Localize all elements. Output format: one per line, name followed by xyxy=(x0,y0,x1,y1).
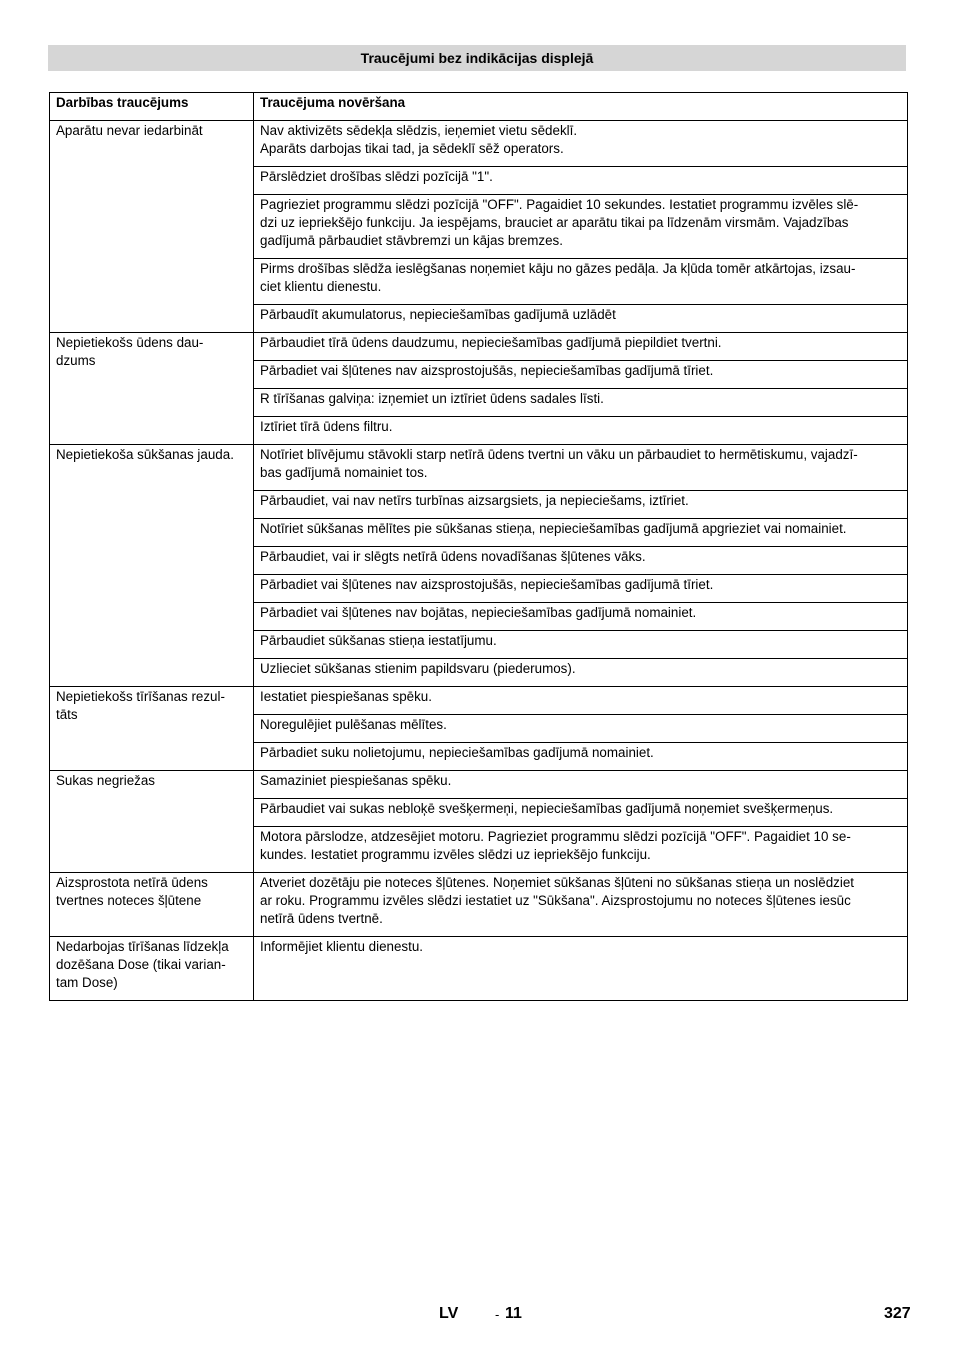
section-title: Traucējumi bez indikācijas displejā xyxy=(48,45,906,71)
column-header-remedy: Traucējuma novēršana xyxy=(254,93,908,121)
remedy-cell: Pārbaudiet, vai ir slēgts netīrā ūdens novadīšanas šļūtenes vāks. xyxy=(254,547,908,575)
fault-cell: Nepietiekoša sūkšanas jauda. xyxy=(50,445,254,687)
remedy-cell: Motora pārslodze, atdzesējiet motoru. Pagrieziet programmu slēdzi pozīcijā "OFF". Pagaidiet 10 se- kundes. Iestatiet programmu izvēles slēdzi uz iepriekšējo funkciju. xyxy=(254,827,908,873)
remedy-cell: Pārbaudiet, vai nav netīrs turbīnas aizsargsiets, ja nepieciešams, iztīriet. xyxy=(254,491,908,519)
footer-language: LV xyxy=(439,1305,459,1322)
remedy-cell: Uzlieciet sūkšanas stienim papildsvaru (piederumos). xyxy=(254,659,908,687)
footer-section-page: 11 xyxy=(505,1305,522,1322)
fault-cell: Aizsprostota netīrā ūdens tvertnes noteces šļūtene xyxy=(50,873,254,937)
troubleshooting-table xyxy=(49,92,908,1001)
table-row xyxy=(50,445,908,491)
remedy-cell: Notīriet sūkšanas mēlītes pie sūkšanas stieņa, nepieciešamības gadījumā apgrieziet vai nomainiet. xyxy=(254,519,908,547)
remedy-cell: Iestatiet piespiešanas spēku. xyxy=(254,687,908,715)
remedy-cell: Pārbaudiet tīrā ūdens daudzumu, nepieciešamības gadījumā piepildiet tvertni. xyxy=(254,333,908,361)
remedy-cell: Samaziniet piespiešanas spēku. xyxy=(254,771,908,799)
table-row xyxy=(50,687,908,715)
remedy-cell: Pagrieziet programmu slēdzi pozīcijā "OFF". Pagaidiet 10 sekundes. Iestatiet programmu izvēles slē- dzi uz iepriekšējo funkciju. Ja iespējams, brauciet ar aparātu tikai pa līdzenām virsmām. Vajadzības gadījumā pārbaudiet stāvbremzi un kājas bremzes. xyxy=(254,195,908,259)
fault-cell: Nepietiekošs tīrīšanas rezul- tāts xyxy=(50,687,254,771)
table-row xyxy=(50,937,908,1001)
footer-page-number: 327 xyxy=(884,1305,911,1322)
remedy-cell: Pārbadiet vai šļūtenes nav bojātas, nepieciešamības gadījumā nomainiet. xyxy=(254,603,908,631)
table-row xyxy=(50,771,908,799)
remedy-cell: Pārbaudiet sūkšanas stieņa iestatījumu. xyxy=(254,631,908,659)
table-body xyxy=(50,121,908,1001)
remedy-cell: Notīriet blīvējumu stāvokli starp netīrā ūdens tvertni un vāku un pārbaudiet to hermētiskumu, vajadzī- bas gadījumā nomainiet tos. xyxy=(254,445,908,491)
fault-cell: Sukas negriežas xyxy=(50,771,254,873)
remedy-cell: Pārslēdziet drošības slēdzi pozīcijā "1". xyxy=(254,167,908,195)
column-header-fault: Darbības traucējums xyxy=(50,93,254,121)
remedy-cell: Pārbaudīt akumulatorus, nepieciešamības gadījumā uzlādēt xyxy=(254,305,908,333)
remedy-cell: Informējiet klientu dienestu. xyxy=(254,937,908,1001)
remedy-cell: Pārbaudiet vai sukas nebloķē svešķermeņi, nepieciešamības gadījumā noņemiet svešķermeņus. xyxy=(254,799,908,827)
fault-cell: Nedarbojas tīrīšanas līdzekļa dozēšana Dose (tikai varian- tam Dose) xyxy=(50,937,254,1001)
remedy-cell: Pārbadiet vai šļūtenes nav aizsprostojušās, nepieciešamības gadījumā tīriet. xyxy=(254,361,908,389)
remedy-cell: Iztīriet tīrā ūdens filtru. xyxy=(254,417,908,445)
table-header-row xyxy=(50,93,908,121)
table-row xyxy=(50,333,908,361)
remedy-cell: Pirms drošības slēdža ieslēgšanas noņemiet kāju no gāzes pedāļa. Ja kļūda tomēr atkārtojas, izsau- ciet klientu dienestu. xyxy=(254,259,908,305)
remedy-cell: Atveriet dozētāju pie noteces šļūtenes. Noņemiet sūkšanas šļūteni no sūkšanas stieņa un noslēdziet ar roku. Programmu izvēles slēdzi iestatiet uz "Sūkšana". Aizsprostojumu no noteces šļūtenes iesūc netīrā ūdens tvertnē. xyxy=(254,873,908,937)
remedy-cell: Nav aktivizēts sēdekļa slēdzis, ieņemiet vietu sēdeklī. Aparāts darbojas tikai tad, ja sēdeklī sēž operators. xyxy=(254,121,908,167)
remedy-cell: Noregulējiet pulēšanas mēlītes. xyxy=(254,715,908,743)
remedy-cell: Pārbadiet vai šļūtenes nav aizsprostojušās, nepieciešamības gadījumā tīriet. xyxy=(254,575,908,603)
footer-dash: - xyxy=(495,1307,500,1322)
fault-cell: Nepietiekošs ūdens dau- dzums xyxy=(50,333,254,445)
table-row xyxy=(50,121,908,167)
table-row xyxy=(50,873,908,937)
remedy-cell: R tīrīšanas galviņa: izņemiet un iztīriet ūdens sadales līsti. xyxy=(254,389,908,417)
fault-cell: Aparātu nevar iedarbināt xyxy=(50,121,254,333)
remedy-cell: Pārbadiet suku nolietojumu, nepieciešamības gadījumā nomainiet. xyxy=(254,743,908,771)
